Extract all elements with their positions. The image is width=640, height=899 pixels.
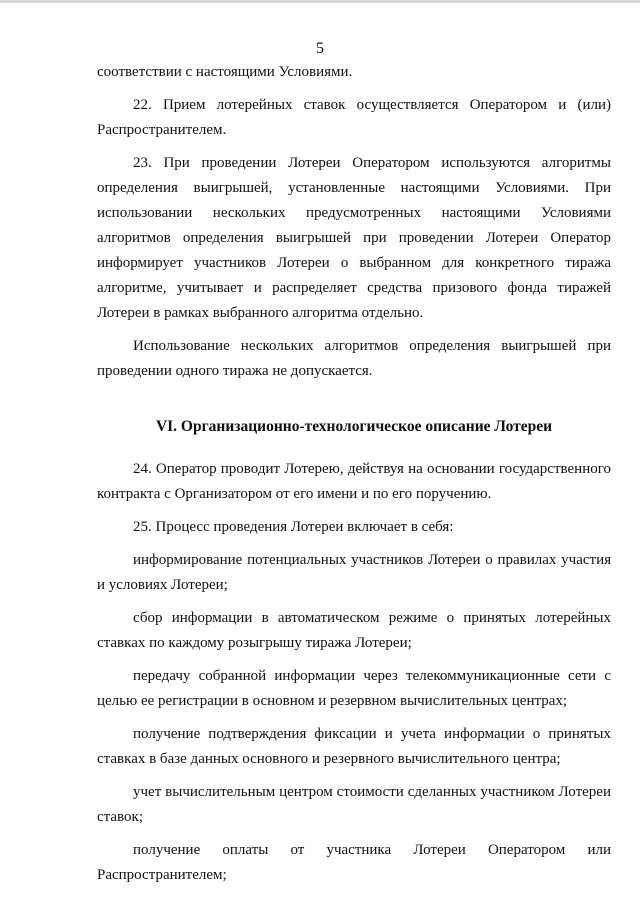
paragraph-23: 23. При проведении Лотереи Оператором используются алгоритмы определения выигрышей, установленные настоящими Условиями. При использовании нескольких предусмотренных настоящими Условиями алгоритмов определения выигрышей при проведении Лотереи Оператор информирует участников Лотереи о выбранном для конкретного тиража алгоритме, учитывает и распределяет средства призового фонда тиражей Лотереи в рамках выбранного алгоритма отдельно. xyxy=(97,155,611,321)
scan-edge xyxy=(0,0,640,3)
list-item: получение подтверждения фиксации и учета информации о принятых ставках в базе данных основного и резервного вычислительного центра; xyxy=(97,726,611,767)
section-heading: VI. Организационно-технологическое описание Лотереи xyxy=(155,418,553,435)
list-item: учет вычислительным центром стоимости сделанных участником Лотереи ставок; xyxy=(97,784,611,825)
paragraph-22: 22. Прием лотерейных ставок осуществляется Оператором и (или) Распространителем. xyxy=(97,97,611,138)
list-item: получение оплаты от участника Лотереи Оператором или Распространителем; xyxy=(97,842,611,883)
paragraph-algorithms-note: Использование нескольких алгоритмов определения выигрышей при проведении одного тиража не допускается. xyxy=(97,338,611,379)
paragraph-continuation: соответствии с настоящими Условиями. xyxy=(97,64,353,80)
paragraph-24: 24. Оператор проводит Лотерею, действуя на основании государственного контракта с Организатором от его имени и по его поручению. xyxy=(97,461,611,502)
document-body xyxy=(97,60,611,888)
list-item: передачу собранной информации через телекоммуникационные сети с целью ее регистрации в основном и резервном вычислительных центрах; xyxy=(97,668,611,709)
list-item: информирование потенциальных участников Лотереи о правилах участия и условиях Лотереи; xyxy=(97,552,611,593)
paragraph-25: 25. Процесс проведения Лотереи включает в себя: xyxy=(133,519,454,535)
page-number: 5 xyxy=(316,40,324,57)
list-item: сбор информации в автоматическом режиме о принятых лотерейных ставках по каждому розыгрышу тиража Лотереи; xyxy=(97,610,611,651)
